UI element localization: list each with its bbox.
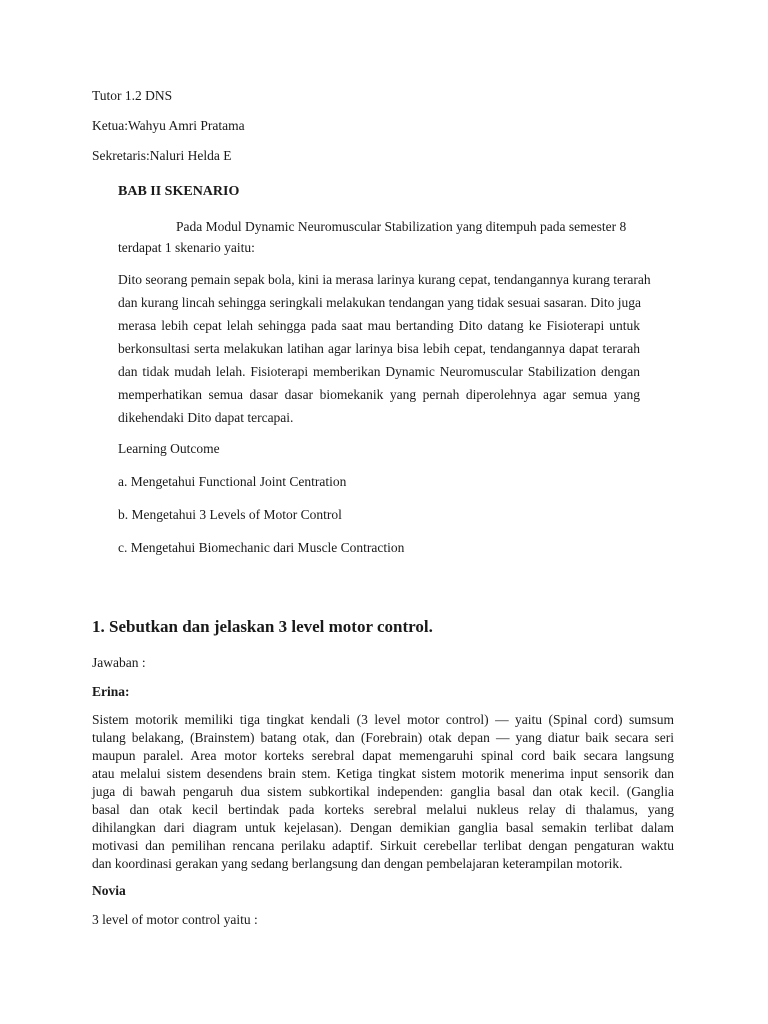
scenario-line-1: Dito seorang pemain sepak bola, kini ia merasa larinya kurang cepat, tendangannya kurang terarah: [118, 272, 651, 287]
scenario-line-3: merasa lebih cepat lelah sehingga pada saat mau bertanding Dito datang ke Fisioterapi untuk: [118, 318, 640, 333]
tutor-line: Tutor 1.2 DNS: [92, 88, 173, 103]
scenario-line-5: dan tidak mudah lelah. Fisioterapi memberikan Dynamic Neuromuscular Stabilization dengan: [118, 364, 640, 379]
erina-name: Erina:: [92, 684, 130, 699]
erina-line-2: tulang belakang, (Brainstem) batang otak, dan (Forebrain) otak depan — yang diatur baik secara seri: [92, 730, 674, 745]
intro-line-1: Pada Modul Dynamic Neuromuscular Stabilization yang ditempuh pada semester 8: [176, 219, 627, 234]
sekretaris-line: Sekretaris:Naluri Helda E: [92, 148, 232, 163]
novia-intro: 3 level of motor control yaitu :: [92, 912, 258, 927]
outcome-a: a. Mengetahui Functional Joint Centration: [118, 474, 347, 489]
ketua-line: Ketua:Wahyu Amri Pratama: [92, 118, 245, 133]
outcome-c: c. Mengetahui Biomechanic dari Muscle Contraction: [118, 540, 405, 555]
erina-line-5: juga di bawah pengaruh dua sistem subkortikal independen: ganglia basal dan otak kecil. (Ganglia: [92, 784, 674, 799]
novia-name: Novia: [92, 883, 126, 898]
scenario-line-2: dan kurang lincah sehingga seringkali melakukan tendangan yang tidak sesuai sasaran. Dito juga: [118, 295, 641, 310]
scenario-line-4: berkonsultasi serta melakukan latihan agar larinya bisa lebih cepat, tendangannya dapat terarah: [118, 341, 640, 356]
erina-line-8: motivasi dan pemilihan rencana perilaku adaptif. Sirkuit cerebellar terlibat dengan pengaturan waktu: [92, 838, 674, 853]
erina-line-3: maupun paralel. Area motor korteks serebral dapat memengaruhi spinal cord baik secara langsung: [92, 748, 674, 763]
erina-line-4: atau melalui sistem desendens brain stem. Ketiga tingkat sistem motorik menerima input sensorik dan: [92, 766, 674, 781]
erina-line-9: dan koordinasi gerakan yang sedang berlangsung dan dengan pembelajaran keterampilan motorik.: [92, 856, 623, 871]
erina-line-1: Sistem motorik memiliki tiga tingkat kendali (3 level motor control) — yaitu (Spinal cord) sumsum: [92, 712, 674, 727]
section-title: BAB II SKENARIO: [118, 184, 240, 199]
intro-line-2: terdapat 1 skenario yaitu:: [118, 240, 255, 255]
erina-line-6: basal dan otak kecil bertindak pada korteks serebral melalui nukleus relay di thalamus, yang: [92, 802, 674, 817]
erina-line-7: dihilangkan dari diagram untuk kejelasan). Dengan demikian ganglia basal semakin terlibat dalam: [92, 820, 674, 835]
jawaban-label: Jawaban :: [92, 655, 146, 670]
scenario-line-7: dikehendaki Dito dapat tercapai.: [118, 410, 294, 425]
scenario-line-6: memperhatikan semua dasar dasar biomekanik yang pernah diperolehnya agar semua yang: [118, 387, 640, 402]
question-title: 1. Sebutkan dan jelaskan 3 level motor control.: [92, 617, 433, 636]
outcome-b: b. Mengetahui 3 Levels of Motor Control: [118, 507, 342, 522]
learning-outcome-title: Learning Outcome: [118, 441, 220, 456]
